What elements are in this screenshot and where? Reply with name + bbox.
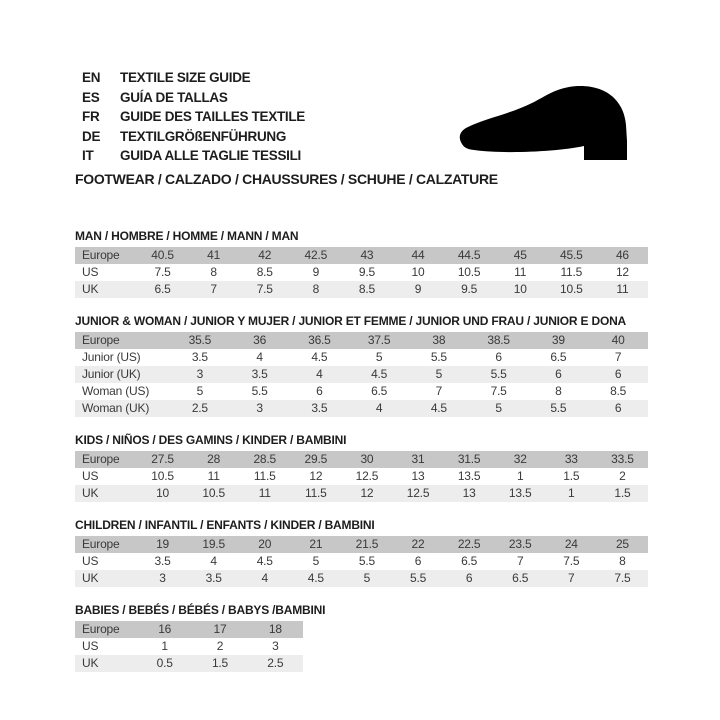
size-value: 5.5 [251, 384, 268, 398]
size-value: 5 [363, 571, 371, 585]
size-value: 11 [258, 486, 271, 500]
size-table [75, 332, 648, 417]
size-value: 6.5 [461, 554, 478, 568]
table-row [75, 281, 648, 298]
row-label: Europe [82, 333, 120, 347]
table-row [75, 485, 648, 502]
size-value: 31 [411, 452, 425, 466]
size-value: 40.5 [151, 248, 174, 262]
table-row [75, 638, 303, 655]
size-value: 6 [316, 384, 323, 398]
size-value: 13.5 [457, 469, 481, 483]
language-label: GUIDE DES TAILLES TEXTILE [120, 109, 306, 124]
size-value: 36.5 [308, 333, 331, 347]
size-value: 10 [411, 265, 425, 279]
size-value: 2 [216, 639, 224, 653]
size-value: 3.5 [205, 571, 222, 585]
language-row [82, 127, 305, 147]
size-value: 4 [261, 571, 268, 585]
size-value: 9.5 [358, 265, 375, 279]
size-value: 6.5 [154, 282, 171, 296]
size-value: 24 [564, 537, 578, 551]
size-value: 8 [555, 384, 562, 398]
size-value: 21.5 [355, 537, 379, 551]
size-value: 38.5 [487, 333, 510, 347]
size-value: 7 [614, 350, 622, 364]
table-row [75, 349, 648, 366]
size-value: 3 [256, 401, 263, 415]
size-value: 19 [156, 537, 170, 551]
size-value: 45 [513, 248, 527, 262]
size-value: 7.5 [154, 265, 171, 279]
size-value: 6 [555, 367, 562, 381]
size-value: 4.5 [256, 554, 273, 568]
size-value: 3 [196, 367, 204, 381]
size-table-section [75, 230, 648, 298]
table-row [75, 468, 648, 485]
language-code: FR [82, 109, 100, 124]
size-tables [75, 230, 648, 689]
size-value: 11.5 [304, 486, 327, 500]
row-label: Europe [82, 248, 120, 262]
size-value: 6 [414, 554, 422, 568]
size-value: 5 [196, 384, 204, 398]
table-row [75, 621, 303, 638]
size-value: 1 [516, 469, 524, 483]
language-label: GUIDA ALLE TAGLIE TESSILI [120, 148, 301, 163]
row-label: UK [82, 486, 99, 500]
size-value: 6.5 [512, 571, 529, 585]
language-row [82, 107, 305, 127]
size-value: 5.5 [550, 401, 567, 415]
row-label: Europe [82, 622, 120, 636]
size-value: 13.5 [508, 486, 532, 500]
table-title: KIDS / NIÑOS / DES GAMINS / KINDER / BAMBINI [75, 433, 347, 447]
size-value: 20 [258, 537, 272, 551]
size-value: 35.5 [188, 333, 212, 347]
size-value: 8 [619, 554, 626, 568]
size-value: 33.5 [611, 452, 634, 466]
size-value: 5 [495, 401, 502, 415]
size-value: 43 [360, 248, 374, 262]
row-label: UK [82, 656, 99, 670]
size-table [75, 247, 648, 298]
size-value: 3.5 [311, 401, 328, 415]
size-value: 1 [568, 486, 575, 500]
table-title: JUNIOR & WOMAN / JUNIOR Y MUJER / JUNIOR ET FEMME / JUNIOR UND FRAU / JUNIOR E DONA [75, 314, 627, 328]
size-value: 4.5 [311, 350, 328, 364]
size-value: 2 [619, 469, 626, 483]
size-value: 11.5 [560, 265, 583, 279]
category-title: FOOTWEAR / CALZADO / CHAUSSURES / SCHUHE / CALZATURE [75, 171, 498, 187]
row-label: UK [82, 282, 99, 296]
size-value: 2.5 [191, 401, 208, 415]
size-value: 28 [207, 452, 221, 466]
language-code: ES [82, 89, 100, 105]
size-value: 9 [414, 282, 422, 296]
language-code: DE [82, 128, 101, 144]
size-table-section [75, 604, 648, 672]
size-value: 10.5 [560, 282, 583, 296]
table-row [75, 366, 648, 383]
size-value: 7.5 [490, 384, 507, 398]
table-title: BABIES / BEBÉS / BÉBÉS / BABYS /BAMBINI [75, 603, 326, 617]
language-row [82, 68, 305, 88]
size-value: 12 [360, 486, 374, 500]
size-value: 44 [411, 248, 425, 262]
size-value: 22.5 [457, 537, 481, 551]
size-value: 8.5 [358, 282, 375, 296]
size-value: 12.5 [355, 469, 379, 483]
size-value: 38 [432, 333, 446, 347]
size-value: 8 [312, 282, 320, 296]
size-value: 19.5 [202, 537, 225, 551]
size-value: 4 [210, 554, 217, 568]
size-value: 4 [375, 401, 383, 415]
size-value: 7 [210, 282, 217, 296]
size-value: 17 [213, 622, 227, 636]
size-value: 5 [435, 367, 443, 381]
row-label: Europe [82, 452, 120, 466]
size-value: 5.5 [358, 554, 375, 568]
size-value: 42 [258, 248, 272, 262]
size-value: 36 [253, 333, 267, 347]
row-label: Junior (UK) [82, 367, 141, 381]
size-value: 29.5 [304, 452, 328, 466]
language-code: EN [82, 70, 101, 85]
size-value: 13 [462, 486, 476, 500]
size-table [75, 536, 648, 587]
size-value: 12.5 [406, 486, 430, 500]
row-label: Europe [82, 537, 120, 551]
size-value: 6 [495, 350, 502, 364]
size-value: 7.5 [256, 282, 273, 296]
size-table-section [75, 315, 648, 417]
size-value: 10.5 [151, 469, 174, 483]
row-label: Woman (UK) [82, 401, 150, 415]
size-value: 7.5 [563, 554, 580, 568]
language-label: TEXTILGRÖßENFÜHRUNG [120, 128, 287, 144]
size-value: 1.5 [614, 486, 631, 500]
size-value: 8 [210, 265, 217, 279]
size-value: 1.5 [563, 469, 580, 483]
size-value: 16 [158, 622, 172, 636]
language-row [82, 88, 305, 108]
size-value: 42.5 [304, 248, 328, 262]
shoe-icon [456, 84, 661, 172]
table-row [75, 400, 648, 417]
size-value: 40 [611, 333, 625, 347]
size-value: 5 [375, 350, 383, 364]
size-value: 30 [360, 452, 374, 466]
size-value: 4.5 [371, 367, 388, 381]
size-value: 46 [615, 248, 629, 262]
size-value: 5.5 [430, 350, 447, 364]
size-value: 31.5 [457, 452, 481, 466]
size-value: 4.5 [307, 571, 324, 585]
table-title: CHILDREN / INFANTIL / ENFANTS / KINDER / BAMBINI [75, 518, 375, 532]
language-label: GUÍA DE TALLAS [120, 89, 228, 105]
table-row [75, 553, 648, 570]
table-row [75, 383, 648, 400]
size-value: 3 [159, 571, 166, 585]
row-label: UK [82, 571, 99, 585]
size-table-section [75, 519, 648, 587]
size-value: 28.5 [253, 452, 277, 466]
size-value: 41 [207, 248, 221, 262]
size-value: 3.5 [154, 554, 171, 568]
size-value: 6.5 [550, 350, 567, 364]
size-value: 37.5 [367, 333, 391, 347]
size-value: 6 [614, 367, 622, 381]
size-value: 10.5 [202, 486, 225, 500]
size-value: 23.5 [508, 537, 532, 551]
size-value: 1.5 [211, 656, 229, 670]
size-value: 11.5 [253, 469, 276, 483]
size-value: 33 [564, 452, 578, 466]
size-value: 21 [309, 537, 323, 551]
language-list [82, 68, 305, 166]
size-value: 44.5 [457, 248, 481, 262]
size-value: 8.5 [256, 265, 273, 279]
size-value: 12 [615, 265, 629, 279]
language-label: TEXTILE SIZE GUIDE [120, 70, 251, 85]
size-value: 12 [309, 469, 323, 483]
size-value: 45.5 [560, 248, 583, 262]
table-row [75, 655, 303, 672]
size-value: 7.5 [614, 571, 631, 585]
size-value: 11 [514, 265, 527, 279]
size-value: 39 [551, 333, 565, 347]
size-value: 13 [411, 469, 425, 483]
size-value: 7 [435, 384, 443, 398]
size-value: 25 [615, 537, 629, 551]
size-value: 3 [272, 639, 279, 653]
table-row [75, 536, 648, 553]
row-label: US [82, 265, 99, 279]
row-label: US [82, 554, 99, 568]
size-value: 10 [513, 282, 527, 296]
size-value: 7 [568, 571, 575, 585]
language-row [82, 146, 305, 166]
size-value: 2.5 [267, 656, 284, 670]
size-value: 4.5 [430, 401, 447, 415]
row-label: Junior (US) [82, 350, 141, 364]
size-value: 11 [207, 469, 220, 483]
size-value: 9 [312, 265, 320, 279]
size-value: 3.5 [191, 350, 208, 364]
size-value: 6 [614, 401, 622, 415]
size-table-section [75, 434, 648, 502]
size-value: 5 [312, 554, 320, 568]
size-value: 9.5 [461, 282, 478, 296]
size-table [75, 451, 648, 502]
size-value: 6.5 [371, 384, 388, 398]
size-value: 6 [465, 571, 473, 585]
language-code: IT [82, 148, 94, 163]
size-value: 7 [516, 554, 524, 568]
size-value: 27.5 [151, 452, 174, 466]
row-label: US [82, 639, 99, 653]
table-title: MAN / HOMBRE / HOMME / MANN / MAN [75, 229, 299, 243]
size-value: 5.5 [409, 571, 427, 585]
table-row [75, 264, 648, 281]
size-value: 4 [256, 350, 263, 364]
table-row [75, 332, 648, 349]
size-value: 11 [616, 282, 629, 296]
row-label: US [82, 469, 99, 483]
size-table [75, 621, 303, 672]
size-value: 10 [156, 486, 170, 500]
size-value: 0.5 [156, 656, 173, 670]
size-value: 1 [161, 639, 168, 653]
row-label: Woman (US) [82, 384, 150, 398]
table-row [75, 570, 648, 587]
size-value: 32 [513, 452, 527, 466]
size-value: 18 [268, 622, 282, 636]
size-value: 4 [316, 367, 323, 381]
size-value: 10.5 [457, 265, 481, 279]
table-row [75, 247, 648, 264]
size-value: 22 [411, 537, 425, 551]
size-value: 3.5 [251, 367, 268, 381]
table-row [75, 451, 648, 468]
size-value: 8.5 [610, 384, 627, 398]
size-value: 5.5 [490, 367, 507, 381]
